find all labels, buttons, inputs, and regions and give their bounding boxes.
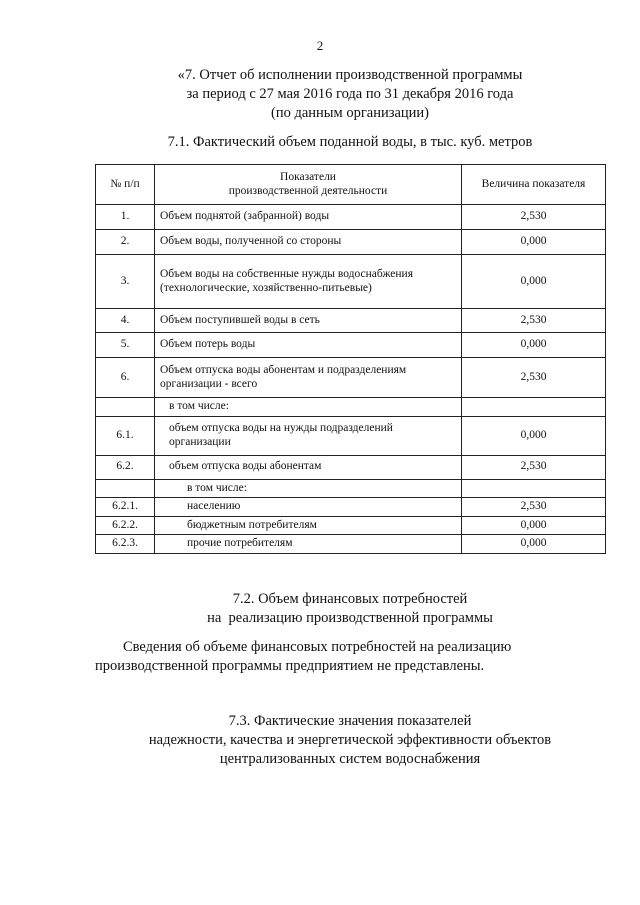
row-value: 0,000 [462,535,606,554]
section-73-heading-line3: централизованных систем водоснабжения [219,751,481,767]
report-title [95,66,605,123]
water-volume-table [95,164,606,554]
row-num: 5. [96,333,155,358]
header-indicator-line2: производственной деятельности [228,184,388,197]
row-value: 0,000 [462,333,606,358]
row-indicator: в том числе: [155,479,462,498]
table-row [96,479,606,498]
header-indicator [155,165,462,205]
row-num: 6.2.2. [96,516,155,535]
row-indicator: прочие потребителям [155,535,462,554]
table-row [96,416,606,455]
report-title-line3: (по данным организации) [270,105,429,121]
row-value [462,398,606,417]
row-indicator: Объем поднятой (забранной) воды [155,205,462,230]
row-indicator: Объем потерь воды [155,333,462,358]
table-row [96,230,606,255]
table-row [96,535,606,554]
row-num [96,479,155,498]
table-row [96,455,606,479]
report-title-line2: за период с 27 мая 2016 года по 31 декабря 2016 года [186,86,514,102]
row-indicator: бюджетным потребителям [155,516,462,535]
row-indicator: Объем воды, полученной со стороны [155,230,462,255]
row-num: 6.2.1. [96,498,155,517]
section-73-heading-line1: 7.3. Фактические значения показателей [228,713,472,729]
row-num: 1. [96,205,155,230]
table-row [96,498,606,517]
table-row [96,358,606,398]
row-indicator: объем отпуска воды абонентам [155,455,462,479]
report-title-line1: «7. Отчет об исполнении производственной программы [177,67,523,83]
row-indicator: Объем поступившей воды в сеть [155,309,462,333]
table-row [96,398,606,417]
header-value: Величина показателя [462,165,606,205]
row-value: 2,530 [462,455,606,479]
row-value: 0,000 [462,230,606,255]
table-row [96,333,606,358]
row-value: 2,530 [462,205,606,230]
row-num: 6.2. [96,455,155,479]
header-indicator-line1: Показатели [280,171,336,183]
section-72-heading-line2: на реализацию производственной программы [207,610,493,626]
row-num: 6. [96,358,155,398]
section-73-heading [95,712,605,769]
section-72-heading-line1: 7.2. Объем финансовых потребностей [232,591,468,607]
header-num: № п/п [96,165,155,205]
row-value: 2,530 [462,358,606,398]
row-value: 2,530 [462,498,606,517]
section-72-heading [95,590,605,628]
row-indicator: населению [155,498,462,517]
section-72-paragraph [95,638,600,676]
row-value [462,479,606,498]
section-72-paragraph-line1: Сведения об объеме финансовых потребностей на реализацию [123,639,512,655]
section-71-heading: 7.1. Фактический объем поданной воды, в тыс. куб. метров [167,134,533,150]
row-value: 0,000 [462,255,606,309]
row-num [96,398,155,417]
page-number: 2 [316,38,324,53]
table-row [96,255,606,309]
row-value: 0,000 [462,416,606,455]
row-indicator: в том числе: [155,398,462,417]
table-row [96,205,606,230]
row-num: 6.2.3. [96,535,155,554]
table-row [96,309,606,333]
row-num: 6.1. [96,416,155,455]
row-num: 3. [96,255,155,309]
row-value: 2,530 [462,309,606,333]
row-num: 2. [96,230,155,255]
table-row [96,516,606,535]
row-indicator: Объем воды на собственные нужды водоснабжения (технологические, хозяйственно-питьевые) [155,255,462,309]
section-72-paragraph-line2: производственной программы предприятием не представлены. [95,658,485,674]
row-value: 0,000 [462,516,606,535]
table-header-row [96,165,606,205]
row-indicator: объем отпуска воды на нужды подразделений организации [155,416,462,455]
section-73-heading-line2: надежности, качества и энергетической эффективности объектов [148,732,552,748]
row-num: 4. [96,309,155,333]
row-indicator: Объем отпуска воды абонентам и подразделениям организации - всего [155,358,462,398]
